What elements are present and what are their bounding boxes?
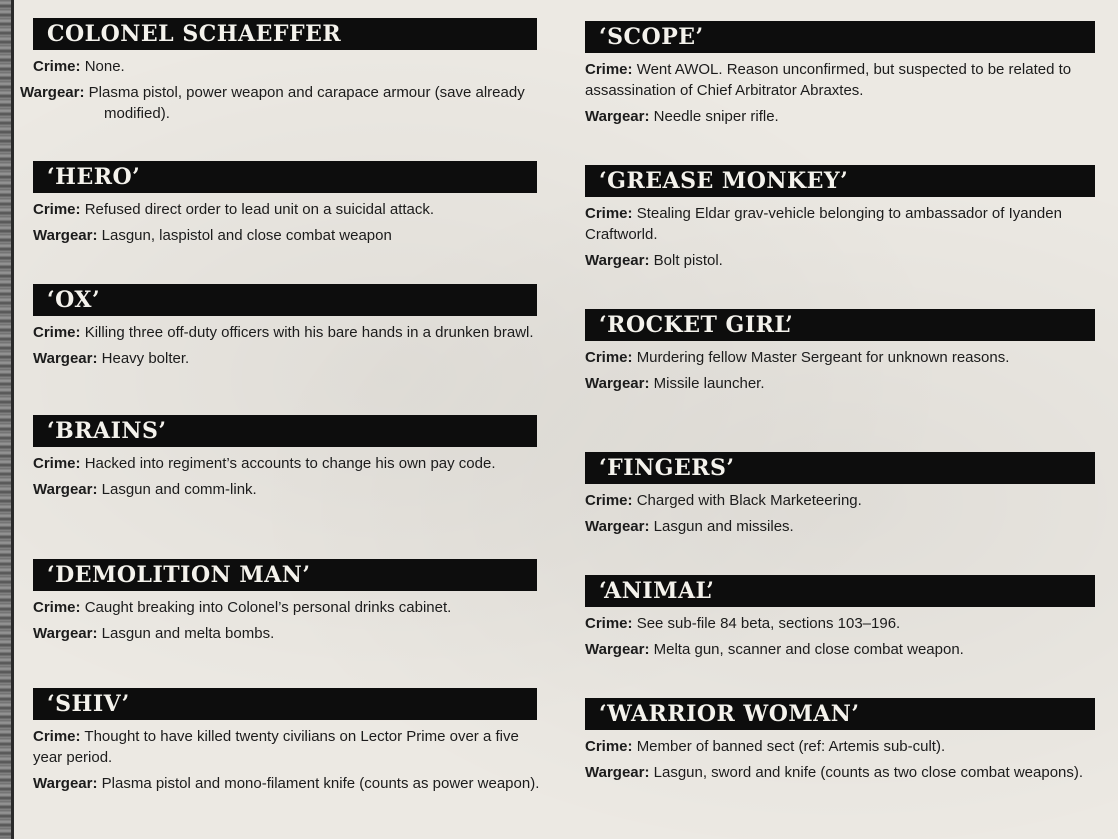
- wargear-label: Wargear:: [33, 625, 98, 642]
- entry-demolition-man: [20, 559, 540, 644]
- entry-title-bar: ‘WARRIOR WOMAN’: [585, 698, 1095, 730]
- crime-line: [578, 203, 1098, 245]
- crime-text: Murdering fellow Master Sergeant for unknown reasons.: [636, 349, 1010, 366]
- crime-line: [578, 736, 1098, 757]
- crime-text: Killing three off-duty officers with his bare hands in a drunken brawl.: [84, 324, 534, 341]
- wargear-label: Wargear:: [33, 481, 98, 498]
- crime-label: Crime:: [585, 738, 633, 755]
- crime-line: [20, 597, 540, 618]
- crime-text: Went AWOL. Reason unconfirmed, but suspected to be related to assassination of Chief Arbitrator Abraxtes.: [585, 61, 1072, 99]
- entry-hero: [20, 161, 540, 246]
- wargear-line: [20, 225, 540, 246]
- wargear-line: [578, 639, 1098, 660]
- entry-warrior-woman: [578, 698, 1098, 783]
- wargear-label: Wargear:: [33, 227, 98, 244]
- entry-title-bar: ‘SHIV’: [33, 688, 537, 720]
- crime-text: Member of banned sect (ref: Artemis sub-cult).: [636, 738, 946, 755]
- entry-title-bar: ‘BRAINS’: [33, 415, 537, 447]
- wargear-text: Lasgun and missiles.: [653, 518, 794, 535]
- entry-title-bar: ‘ROCKET GIRL’: [585, 309, 1095, 341]
- wargear-text: Lasgun and comm-link.: [101, 481, 257, 498]
- wargear-text: Lasgun and melta bombs.: [101, 625, 275, 642]
- wargear-line: [20, 82, 540, 124]
- wargear-text: Lasgun, laspistol and close combat weapon: [101, 227, 392, 244]
- left-binding-edge: [0, 0, 14, 839]
- crime-text: Stealing Eldar grav-vehicle belonging to ambassador of Iyanden Craftworld.: [585, 205, 1062, 243]
- crime-label: Crime:: [585, 349, 633, 366]
- entry-title-bar: ‘SCOPE’: [585, 21, 1095, 53]
- wargear-line: [20, 623, 540, 644]
- crime-line: [20, 453, 540, 474]
- wargear-label: Wargear:: [585, 375, 650, 392]
- crime-label: Crime:: [585, 205, 633, 222]
- wargear-text: Heavy bolter.: [101, 350, 190, 367]
- entry-title-bar: ‘HERO’: [33, 161, 537, 193]
- crime-line: [578, 347, 1098, 368]
- entry-title-bar: ‘GREASE MONKEY’: [585, 165, 1095, 197]
- wargear-text: Plasma pistol, power weapon and carapace armour (save already modified).: [88, 84, 525, 122]
- wargear-label: Wargear:: [20, 84, 85, 101]
- entry-fingers: [578, 452, 1098, 537]
- wargear-text: Lasgun, sword and knife (counts as two close combat weapons).: [653, 764, 1084, 781]
- crime-text: Thought to have killed twenty civilians on Lector Prime over a five year period.: [33, 728, 519, 766]
- entry-title-bar: COLONEL SCHAEFFER: [33, 18, 537, 50]
- entry-title-bar: ‘ANIMAL’: [585, 575, 1095, 607]
- crime-line: [578, 613, 1098, 634]
- wargear-text: Missile launcher.: [653, 375, 765, 392]
- wargear-label: Wargear:: [585, 108, 650, 125]
- wargear-text: Melta gun, scanner and close combat weapon.: [653, 641, 964, 658]
- crime-line: [20, 56, 540, 77]
- wargear-line: [578, 106, 1098, 127]
- entry-colonel-schaeffer: [20, 18, 540, 124]
- wargear-line: [20, 348, 540, 369]
- crime-line: [20, 726, 540, 768]
- crime-text: None.: [84, 58, 125, 75]
- entry-title-bar: ‘OX’: [33, 284, 537, 316]
- wargear-line: [578, 250, 1098, 271]
- crime-text: Hacked into regiment’s accounts to change his own pay code.: [84, 455, 496, 472]
- wargear-label: Wargear:: [585, 252, 650, 269]
- crime-text: See sub-file 84 beta, sections 103–196.: [636, 615, 901, 632]
- crime-text: Refused direct order to lead unit on a suicidal attack.: [84, 201, 435, 218]
- entry-animal: [578, 575, 1098, 660]
- wargear-text: Needle sniper rifle.: [653, 108, 779, 125]
- crime-label: Crime:: [33, 324, 81, 341]
- crime-label: Crime:: [585, 615, 633, 632]
- entry-rocket-girl: [578, 309, 1098, 394]
- entry-grease-monkey: [578, 165, 1098, 271]
- entry-title-bar: ‘DEMOLITION MAN’: [33, 559, 537, 591]
- wargear-label: Wargear:: [585, 518, 650, 535]
- wargear-label: Wargear:: [33, 350, 98, 367]
- wargear-label: Wargear:: [585, 641, 650, 658]
- crime-line: [20, 199, 540, 220]
- crime-text: Charged with Black Marketeering.: [636, 492, 862, 509]
- crime-label: Crime:: [33, 455, 81, 472]
- entry-scope: [578, 21, 1098, 127]
- wargear-line: [20, 479, 540, 500]
- wargear-line: [578, 373, 1098, 394]
- crime-label: Crime:: [33, 599, 81, 616]
- crime-label: Crime:: [33, 58, 81, 75]
- wargear-label: Wargear:: [585, 764, 650, 781]
- crime-text: Caught breaking into Colonel’s personal drinks cabinet.: [84, 599, 452, 616]
- crime-label: Crime:: [33, 201, 81, 218]
- entry-shiv: [20, 688, 540, 794]
- entry-ox: [20, 284, 540, 369]
- crime-label: Crime:: [33, 728, 81, 745]
- wargear-line: [578, 762, 1098, 783]
- entry-title-bar: ‘FINGERS’: [585, 452, 1095, 484]
- crime-line: [578, 490, 1098, 511]
- crime-line: [20, 322, 540, 343]
- wargear-text: Bolt pistol.: [653, 252, 723, 269]
- crime-label: Crime:: [585, 492, 633, 509]
- wargear-text: Plasma pistol and mono-filament knife (counts as power weapon).: [101, 775, 540, 792]
- wargear-label: Wargear:: [33, 775, 98, 792]
- wargear-line: [20, 773, 540, 794]
- crime-label: Crime:: [585, 61, 633, 78]
- crime-line: [578, 59, 1098, 101]
- entry-brains: [20, 415, 540, 500]
- wargear-line: [578, 516, 1098, 537]
